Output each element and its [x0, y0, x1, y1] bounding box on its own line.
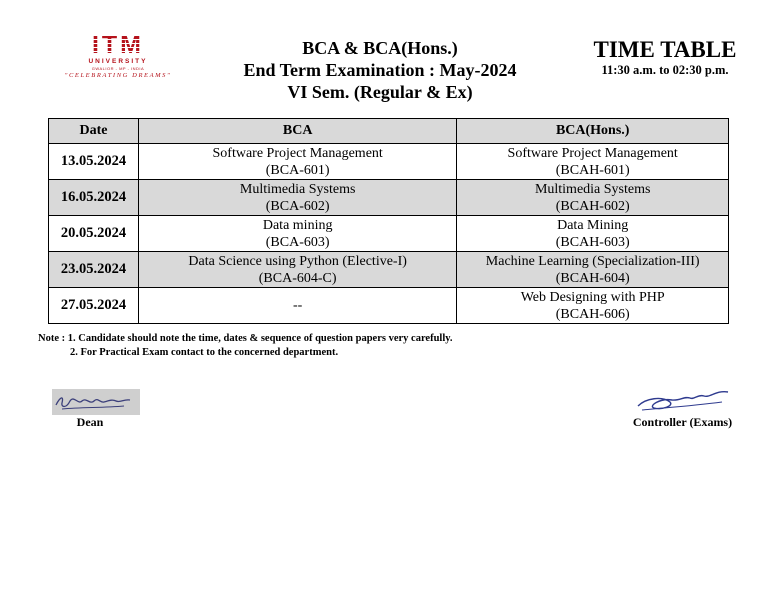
hons-code: (BCAH-602) [555, 198, 630, 214]
row-date: 23.05.2024 [49, 252, 139, 288]
logo-wordmark: ITM [48, 32, 188, 58]
bca-cell [138, 252, 456, 288]
header-bca: BCA [138, 119, 456, 144]
notes [38, 332, 453, 360]
hons-subject: Data Mining [557, 217, 629, 233]
header-date: Date [49, 119, 139, 144]
hons-subject: Machine Learning (Specialization-III) [485, 253, 700, 269]
bca-code: (BCA-601) [265, 162, 330, 178]
table-row [49, 288, 729, 324]
hons-code: (BCAH-601) [555, 162, 630, 178]
note-line-1: Note : 1. Candidate should note the time, dates & sequence of question papers very carefully. [38, 333, 453, 344]
exam-title-block [210, 37, 550, 103]
bca-code: (BCA-604-C) [258, 270, 337, 286]
row-date: 13.05.2024 [49, 144, 139, 180]
bca-subject: Software Project Management [212, 145, 383, 161]
hons-subject: Web Designing with PHP [520, 289, 665, 305]
hons-cell [457, 180, 729, 216]
hons-cell [457, 216, 729, 252]
dean-signature-scribble [52, 389, 140, 415]
logo-tagline: "CELEBRATING DREAMS" [64, 72, 172, 79]
bca-cell [138, 180, 456, 216]
note-line-2: 2. For Practical Exam contact to the concerned department. [70, 347, 339, 358]
logo-university-text: UNIVERSITY [88, 58, 148, 65]
controller-signature [632, 384, 734, 416]
dean-signature [52, 389, 140, 415]
table-row [49, 252, 729, 288]
hons-code: (BCAH-606) [555, 306, 630, 322]
hons-code: (BCAH-603) [555, 234, 630, 250]
timetable-table [48, 118, 729, 324]
bca-subject: Data mining [262, 217, 333, 233]
university-logo [48, 32, 188, 84]
hons-cell [457, 144, 729, 180]
exam-title: End Term Examination : May-2024 [243, 60, 517, 80]
exam-time: 11:30 a.m. to 02:30 p.m. [601, 63, 729, 77]
controller-label: Controller (Exams) [632, 415, 733, 429]
bca-cell [138, 144, 456, 180]
timetable-heading: TIME TABLE [593, 37, 737, 62]
bca-code: (BCA-602) [265, 198, 330, 214]
hons-code: (BCAH-604) [555, 270, 630, 286]
bca-subject: Data Science using Python (Elective-I) [188, 253, 407, 269]
hons-subject: Software Project Management [507, 145, 678, 161]
program-title: BCA & BCA(Hons.) [302, 38, 458, 58]
semester-title: VI Sem. (Regular & Ex) [287, 82, 473, 102]
bca-subject: Multimedia Systems [239, 181, 356, 197]
logo-city-text: GWALIOR - MP - INDIA [91, 66, 145, 71]
table-row [49, 180, 729, 216]
table-row [49, 216, 729, 252]
row-date: 20.05.2024 [49, 216, 139, 252]
dean-label: Dean [76, 415, 104, 429]
table-header-row [49, 119, 729, 144]
controller-signature-scribble [632, 384, 734, 416]
hons-subject: Multimedia Systems [534, 181, 651, 197]
hons-cell [457, 288, 729, 324]
bca-subject: -- [293, 298, 303, 313]
row-date: 27.05.2024 [49, 288, 139, 324]
table-row [49, 144, 729, 180]
bca-cell [138, 216, 456, 252]
header-bca-hons: BCA(Hons.) [457, 119, 729, 144]
hons-cell [457, 252, 729, 288]
bca-code: (BCA-603) [265, 234, 330, 250]
row-date: 16.05.2024 [49, 180, 139, 216]
bca-cell [138, 288, 456, 324]
